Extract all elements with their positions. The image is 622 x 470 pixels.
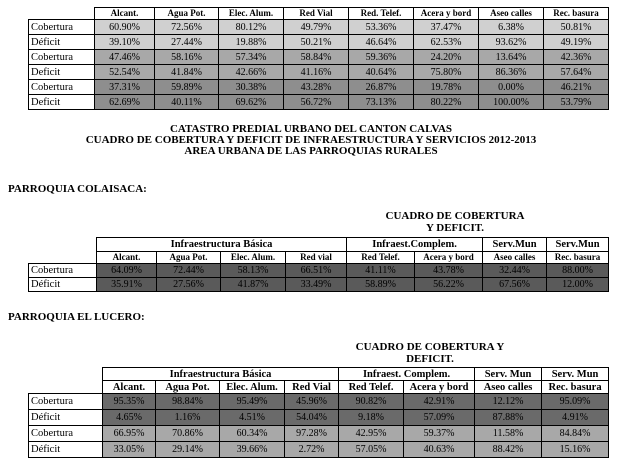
cell: 40.64% (349, 65, 414, 80)
cell: 95.49% (220, 394, 285, 410)
col-header: Red Telef. (347, 252, 415, 264)
col-header: Aseo calles (479, 8, 544, 20)
row-label: Déficit (29, 35, 95, 50)
cell: 49.79% (284, 20, 349, 35)
cell: 11.58% (475, 426, 542, 442)
cell: 69.62% (219, 95, 284, 110)
table-caption (330, 341, 530, 365)
cell: 70.86% (156, 426, 220, 442)
cell: 27.56% (157, 278, 221, 292)
col-header: Elec. Alum. (221, 252, 286, 264)
table-row (29, 426, 609, 442)
table-row (29, 95, 609, 110)
group-header: Infraest.Complem. (347, 238, 483, 252)
cell: 80.12% (219, 20, 284, 35)
cell: 1.16% (156, 410, 220, 426)
cell: 4.51% (220, 410, 285, 426)
col-header: Red vial (286, 252, 347, 264)
cell: 33.05% (103, 442, 156, 458)
cell: 60.90% (95, 20, 155, 35)
cell: 62.69% (95, 95, 155, 110)
col-header: Elec. Alum. (219, 8, 284, 20)
group-header: Serv. Mun (542, 368, 609, 381)
cell: 37.31% (95, 80, 155, 95)
row-label: Deficit (29, 65, 95, 80)
cell: 50.81% (544, 20, 609, 35)
cell: 2.72% (285, 442, 339, 458)
cell: 57.05% (339, 442, 404, 458)
col-header: Rec. basura (547, 252, 609, 264)
row-label: Cobertura (29, 80, 95, 95)
cell: 95.35% (103, 394, 156, 410)
col-header: Red Telef. (339, 381, 404, 394)
cell: 97.28% (285, 426, 339, 442)
cell: 56.72% (284, 95, 349, 110)
table-row (29, 410, 609, 426)
cell: 42.91% (404, 394, 475, 410)
caption-line: Y DEFICIT. (425, 222, 485, 234)
cell: 13.64% (479, 50, 544, 65)
table-row (29, 394, 609, 410)
caption-line: DEFICIT. (406, 353, 454, 365)
cell: 19.78% (414, 80, 479, 95)
group-header: Serv.Mun (547, 238, 609, 252)
cell: 27.44% (155, 35, 219, 50)
cell: 58.13% (221, 264, 286, 278)
cell: 42.36% (544, 50, 609, 65)
cell: 98.84% (156, 394, 220, 410)
cell: 75.80% (414, 65, 479, 80)
row-label: Cobertura (29, 264, 97, 278)
cell: 95.09% (542, 394, 609, 410)
cell: 47.46% (95, 50, 155, 65)
cell: 33.49% (286, 278, 347, 292)
cell: 59.37% (404, 426, 475, 442)
col-header: Rec. basura (544, 8, 609, 20)
cell: 24.20% (414, 50, 479, 65)
cell: 4.65% (103, 410, 156, 426)
cell: 46.21% (544, 80, 609, 95)
cell: 58.84% (284, 50, 349, 65)
title-line: AREA URBANA DE LAS PARROQUIAS RURALES (184, 145, 438, 157)
cell: 56.22% (415, 278, 483, 292)
col-header: Agua Pot. (157, 252, 221, 264)
cell: 58.89% (347, 278, 415, 292)
col-header: Red Vial (284, 8, 349, 20)
colaisaca-coverage-table (28, 237, 609, 292)
cell: 59.89% (155, 80, 219, 95)
cell: 9.18% (339, 410, 404, 426)
cell: 88.42% (475, 442, 542, 458)
document-title (0, 124, 622, 157)
cell: 41.87% (221, 278, 286, 292)
cell: 100.00% (479, 95, 544, 110)
cell: 39.10% (95, 35, 155, 50)
title-line: CUADRO DE COBERTURA Y DEFICIT DE INFRAESTRUCTURA Y SERVICIOS 2012-2013 (85, 134, 537, 146)
top-coverage-table (28, 7, 609, 110)
cell: 43.28% (284, 80, 349, 95)
cell: 72.44% (157, 264, 221, 278)
cell: 4.91% (542, 410, 609, 426)
group-header: Serv.Mun (483, 238, 547, 252)
table-row (29, 442, 609, 458)
lucero-coverage-table (28, 367, 609, 458)
row-label: Déficit (29, 410, 103, 426)
col-header: Acera y bord (414, 8, 479, 20)
cell: 41.16% (284, 65, 349, 80)
col-header: Alcant. (103, 381, 156, 394)
col-header: Alcant. (97, 252, 157, 264)
cell: 57.34% (219, 50, 284, 65)
row-label: Cobertura (29, 394, 103, 410)
group-header-row (29, 238, 609, 252)
cell: 0.00% (479, 80, 544, 95)
parish-heading: PARROQUIA EL LUCERO: (8, 311, 145, 323)
cell: 29.14% (156, 442, 220, 458)
cell: 66.51% (286, 264, 347, 278)
table-row (29, 35, 609, 50)
col-header: Agua Pot. (156, 381, 220, 394)
row-label: Déficit (29, 442, 103, 458)
cell: 43.78% (415, 264, 483, 278)
cell: 50.21% (284, 35, 349, 50)
cell: 84.84% (542, 426, 609, 442)
cell: 53.36% (349, 20, 414, 35)
cell: 40.11% (155, 95, 219, 110)
group-header: Infraestructura Básica (103, 368, 339, 381)
parish-heading: PARROQUIA COLAISACA: (8, 183, 147, 195)
table-row (29, 65, 609, 80)
cell: 41.84% (155, 65, 219, 80)
cell: 49.19% (544, 35, 609, 50)
col-header: Aseo calles (483, 252, 547, 264)
cell: 53.79% (544, 95, 609, 110)
cell: 6.38% (479, 20, 544, 35)
cell: 86.36% (479, 65, 544, 80)
col-header: Aseo calles (475, 381, 542, 394)
table-row (29, 264, 609, 278)
group-header: Serv. Mun (475, 368, 542, 381)
table-row (29, 20, 609, 35)
cell: 80.22% (414, 95, 479, 110)
caption-line: CUADRO DE COBERTURA (385, 210, 525, 222)
cell: 19.88% (219, 35, 284, 50)
cell: 58.16% (155, 50, 219, 65)
cell: 37.47% (414, 20, 479, 35)
cell: 42.66% (219, 65, 284, 80)
row-label: Cobertura (29, 50, 95, 65)
cell: 40.63% (404, 442, 475, 458)
cell: 32.44% (483, 264, 547, 278)
cell: 52.54% (95, 65, 155, 80)
cell: 42.95% (339, 426, 404, 442)
table-row (29, 50, 609, 65)
cell: 73.13% (349, 95, 414, 110)
cell: 45.96% (285, 394, 339, 410)
col-header: Agua Pot. (155, 8, 219, 20)
group-header-row (29, 368, 609, 381)
cell: 64.09% (97, 264, 157, 278)
cell: 54.04% (285, 410, 339, 426)
row-label: Cobertura (29, 20, 95, 35)
group-header: Infraestructura Básica (97, 238, 347, 252)
col-header: Red. Telef. (349, 8, 414, 20)
cell: 30.38% (219, 80, 284, 95)
col-header: Red Vial (285, 381, 339, 394)
cell: 93.62% (479, 35, 544, 50)
col-header: Rec. basura (542, 381, 609, 394)
cell: 59.36% (349, 50, 414, 65)
cell: 15.16% (542, 442, 609, 458)
cell: 46.64% (349, 35, 414, 50)
col-header: Alcant. (95, 8, 155, 20)
col-header: Elec. Alum. (220, 381, 285, 394)
title-line: CATASTRO PREDIAL URBANO DEL CANTON CALVAS (169, 123, 453, 135)
table-caption (360, 210, 550, 234)
cell: 57.09% (404, 410, 475, 426)
group-header: Infraest. Complem. (339, 368, 475, 381)
col-header: Acera y bord (415, 252, 483, 264)
cell: 39.66% (220, 442, 285, 458)
cell: 62.53% (414, 35, 479, 50)
row-label: Cobertura (29, 426, 103, 442)
cell: 87.88% (475, 410, 542, 426)
cell: 67.56% (483, 278, 547, 292)
cell: 72.56% (155, 20, 219, 35)
header-row (29, 252, 609, 264)
table-row (29, 80, 609, 95)
row-label: Deficit (29, 95, 95, 110)
caption-line: CUADRO DE COBERTURA Y (355, 341, 505, 353)
table-row (29, 278, 609, 292)
cell: 57.64% (544, 65, 609, 80)
cell: 60.34% (220, 426, 285, 442)
cell: 12.12% (475, 394, 542, 410)
cell: 12.00% (547, 278, 609, 292)
header-row (29, 381, 609, 394)
row-label: Déficit (29, 278, 97, 292)
cell: 26.87% (349, 80, 414, 95)
cell: 90.82% (339, 394, 404, 410)
cell: 41.11% (347, 264, 415, 278)
cell: 35.91% (97, 278, 157, 292)
header-row (29, 8, 609, 20)
col-header: Acera y bord (404, 381, 475, 394)
cell: 66.95% (103, 426, 156, 442)
cell: 88.00% (547, 264, 609, 278)
